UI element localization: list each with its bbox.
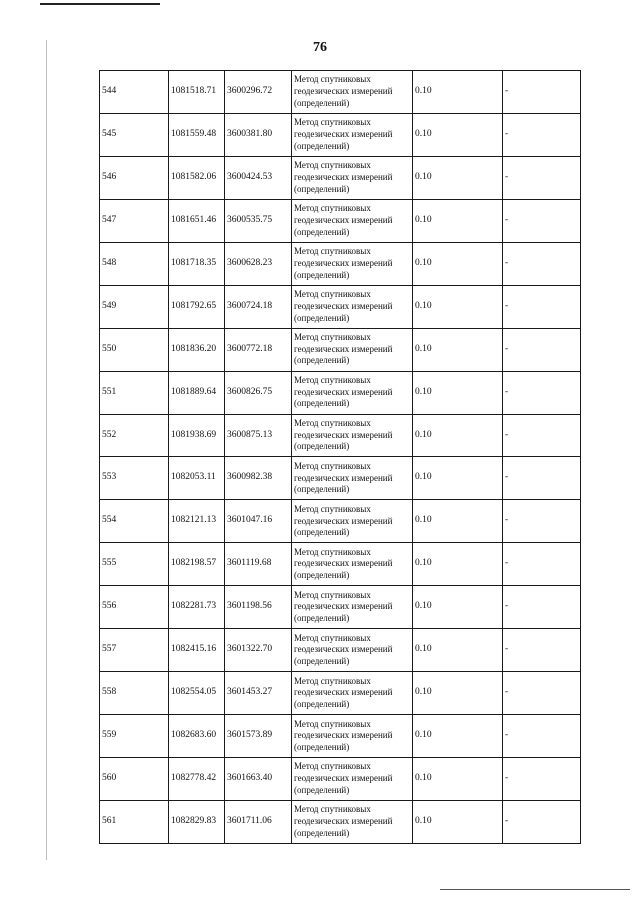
method-cell: Метод спутниковых геодезических измерений (определений): [292, 715, 413, 758]
point-number-cell: 550: [100, 328, 169, 371]
accuracy-cell: 0.10: [413, 672, 503, 715]
y-coordinate-cell: 3601198.56: [225, 586, 292, 629]
accuracy-cell: 0.10: [413, 414, 503, 457]
method-cell: Метод спутниковых геодезических измерений (определений): [292, 71, 413, 114]
method-cell: Метод спутниковых геодезических измерений (определений): [292, 414, 413, 457]
table-row: [100, 371, 581, 414]
x-coordinate-cell: 1082281.73: [169, 586, 225, 629]
point-number-cell: 556: [100, 586, 169, 629]
note-cell: -: [503, 457, 581, 500]
method-cell: Метод спутниковых геодезических измерений (определений): [292, 113, 413, 156]
table-row: [100, 715, 581, 758]
accuracy-cell: 0.10: [413, 758, 503, 801]
method-cell: Метод спутниковых геодезических измерений (определений): [292, 457, 413, 500]
point-number-cell: 549: [100, 285, 169, 328]
accuracy-cell: 0.10: [413, 199, 503, 242]
x-coordinate-cell: 1082829.83: [169, 800, 225, 843]
point-number-cell: 552: [100, 414, 169, 457]
table-row: [100, 113, 581, 156]
x-coordinate-cell: 1082554.05: [169, 672, 225, 715]
accuracy-cell: 0.10: [413, 586, 503, 629]
y-coordinate-cell: 3600875.13: [225, 414, 292, 457]
x-coordinate-cell: 1081582.06: [169, 156, 225, 199]
y-coordinate-cell: 3601663.40: [225, 758, 292, 801]
x-coordinate-cell: 1082198.57: [169, 543, 225, 586]
method-cell: Метод спутниковых геодезических измерений (определений): [292, 629, 413, 672]
table-row: [100, 758, 581, 801]
point-number-cell: 555: [100, 543, 169, 586]
accuracy-cell: 0.10: [413, 629, 503, 672]
bottom-divider: [440, 889, 630, 890]
accuracy-cell: 0.10: [413, 800, 503, 843]
method-cell: Метод спутниковых геодезических измерений (определений): [292, 800, 413, 843]
point-number-cell: 558: [100, 672, 169, 715]
note-cell: -: [503, 328, 581, 371]
method-cell: Метод спутниковых геодезических измерений (определений): [292, 586, 413, 629]
x-coordinate-cell: 1081938.69: [169, 414, 225, 457]
x-coordinate-cell: 1081836.20: [169, 328, 225, 371]
point-number-cell: 545: [100, 113, 169, 156]
note-cell: -: [503, 586, 581, 629]
table-row: [100, 800, 581, 843]
y-coordinate-cell: 3601119.68: [225, 543, 292, 586]
point-number-cell: 557: [100, 629, 169, 672]
x-coordinate-cell: 1081792.65: [169, 285, 225, 328]
table-row: [100, 156, 581, 199]
x-coordinate-cell: 1081889.64: [169, 371, 225, 414]
x-coordinate-cell: 1081651.46: [169, 199, 225, 242]
note-cell: -: [503, 715, 581, 758]
method-cell: Метод спутниковых геодезических измерений (определений): [292, 242, 413, 285]
note-cell: -: [503, 414, 581, 457]
point-number-cell: 547: [100, 199, 169, 242]
note-cell: -: [503, 156, 581, 199]
y-coordinate-cell: 3600628.23: [225, 242, 292, 285]
table-row: [100, 71, 581, 114]
point-number-cell: 546: [100, 156, 169, 199]
accuracy-cell: 0.10: [413, 285, 503, 328]
y-coordinate-cell: 3600296.72: [225, 71, 292, 114]
table-row: [100, 285, 581, 328]
point-number-cell: 559: [100, 715, 169, 758]
point-number-cell: 548: [100, 242, 169, 285]
method-cell: Метод спутниковых геодезических измерений (определений): [292, 199, 413, 242]
accuracy-cell: 0.10: [413, 543, 503, 586]
accuracy-cell: 0.10: [413, 71, 503, 114]
method-cell: Метод спутниковых геодезических измерений (определений): [292, 500, 413, 543]
note-cell: -: [503, 71, 581, 114]
table-row: [100, 586, 581, 629]
table-row: [100, 500, 581, 543]
table-row: [100, 672, 581, 715]
x-coordinate-cell: 1082121.13: [169, 500, 225, 543]
point-number-cell: 551: [100, 371, 169, 414]
accuracy-cell: 0.10: [413, 715, 503, 758]
y-coordinate-cell: 3601573.89: [225, 715, 292, 758]
y-coordinate-cell: 3601711.06: [225, 800, 292, 843]
note-cell: -: [503, 113, 581, 156]
y-coordinate-cell: 3601322.70: [225, 629, 292, 672]
scan-margin-line: [46, 40, 47, 860]
point-number-cell: 554: [100, 500, 169, 543]
note-cell: -: [503, 500, 581, 543]
note-cell: -: [503, 543, 581, 586]
method-cell: Метод спутниковых геодезических измерений (определений): [292, 672, 413, 715]
table-row: [100, 328, 581, 371]
note-cell: -: [503, 629, 581, 672]
accuracy-cell: 0.10: [413, 457, 503, 500]
method-cell: Метод спутниковых геодезических измерений (определений): [292, 371, 413, 414]
top-divider: [40, 3, 160, 5]
table-row: [100, 242, 581, 285]
x-coordinate-cell: 1081559.48: [169, 113, 225, 156]
method-cell: Метод спутниковых геодезических измерений (определений): [292, 285, 413, 328]
note-cell: -: [503, 285, 581, 328]
table-row: [100, 543, 581, 586]
table-row: [100, 629, 581, 672]
note-cell: -: [503, 800, 581, 843]
note-cell: -: [503, 672, 581, 715]
table-row: [100, 199, 581, 242]
y-coordinate-cell: 3600424.53: [225, 156, 292, 199]
method-cell: Метод спутниковых геодезических измерений (определений): [292, 156, 413, 199]
y-coordinate-cell: 3600772.18: [225, 328, 292, 371]
note-cell: -: [503, 199, 581, 242]
coordinates-table-body: [100, 71, 581, 844]
page-number: 76: [313, 40, 327, 55]
note-cell: -: [503, 371, 581, 414]
accuracy-cell: 0.10: [413, 113, 503, 156]
table-row: [100, 457, 581, 500]
y-coordinate-cell: 3600535.75: [225, 199, 292, 242]
accuracy-cell: 0.10: [413, 242, 503, 285]
x-coordinate-cell: 1082683.60: [169, 715, 225, 758]
y-coordinate-cell: 3600381.80: [225, 113, 292, 156]
method-cell: Метод спутниковых геодезических измерений (определений): [292, 758, 413, 801]
accuracy-cell: 0.10: [413, 371, 503, 414]
point-number-cell: 544: [100, 71, 169, 114]
x-coordinate-cell: 1081718.35: [169, 242, 225, 285]
method-cell: Метод спутниковых геодезических измерений (определений): [292, 328, 413, 371]
y-coordinate-cell: 3600982.38: [225, 457, 292, 500]
y-coordinate-cell: 3600724.18: [225, 285, 292, 328]
point-number-cell: 553: [100, 457, 169, 500]
accuracy-cell: 0.10: [413, 500, 503, 543]
point-number-cell: 561: [100, 800, 169, 843]
note-cell: -: [503, 758, 581, 801]
point-number-cell: 560: [100, 758, 169, 801]
method-cell: Метод спутниковых геодезических измерений (определений): [292, 543, 413, 586]
y-coordinate-cell: 3601047.16: [225, 500, 292, 543]
note-cell: -: [503, 242, 581, 285]
table-row: [100, 414, 581, 457]
y-coordinate-cell: 3600826.75: [225, 371, 292, 414]
y-coordinate-cell: 3601453.27: [225, 672, 292, 715]
x-coordinate-cell: 1082053.11: [169, 457, 225, 500]
accuracy-cell: 0.10: [413, 156, 503, 199]
coordinates-table: [99, 70, 581, 844]
x-coordinate-cell: 1082415.16: [169, 629, 225, 672]
x-coordinate-cell: 1082778.42: [169, 758, 225, 801]
accuracy-cell: 0.10: [413, 328, 503, 371]
x-coordinate-cell: 1081518.71: [169, 71, 225, 114]
